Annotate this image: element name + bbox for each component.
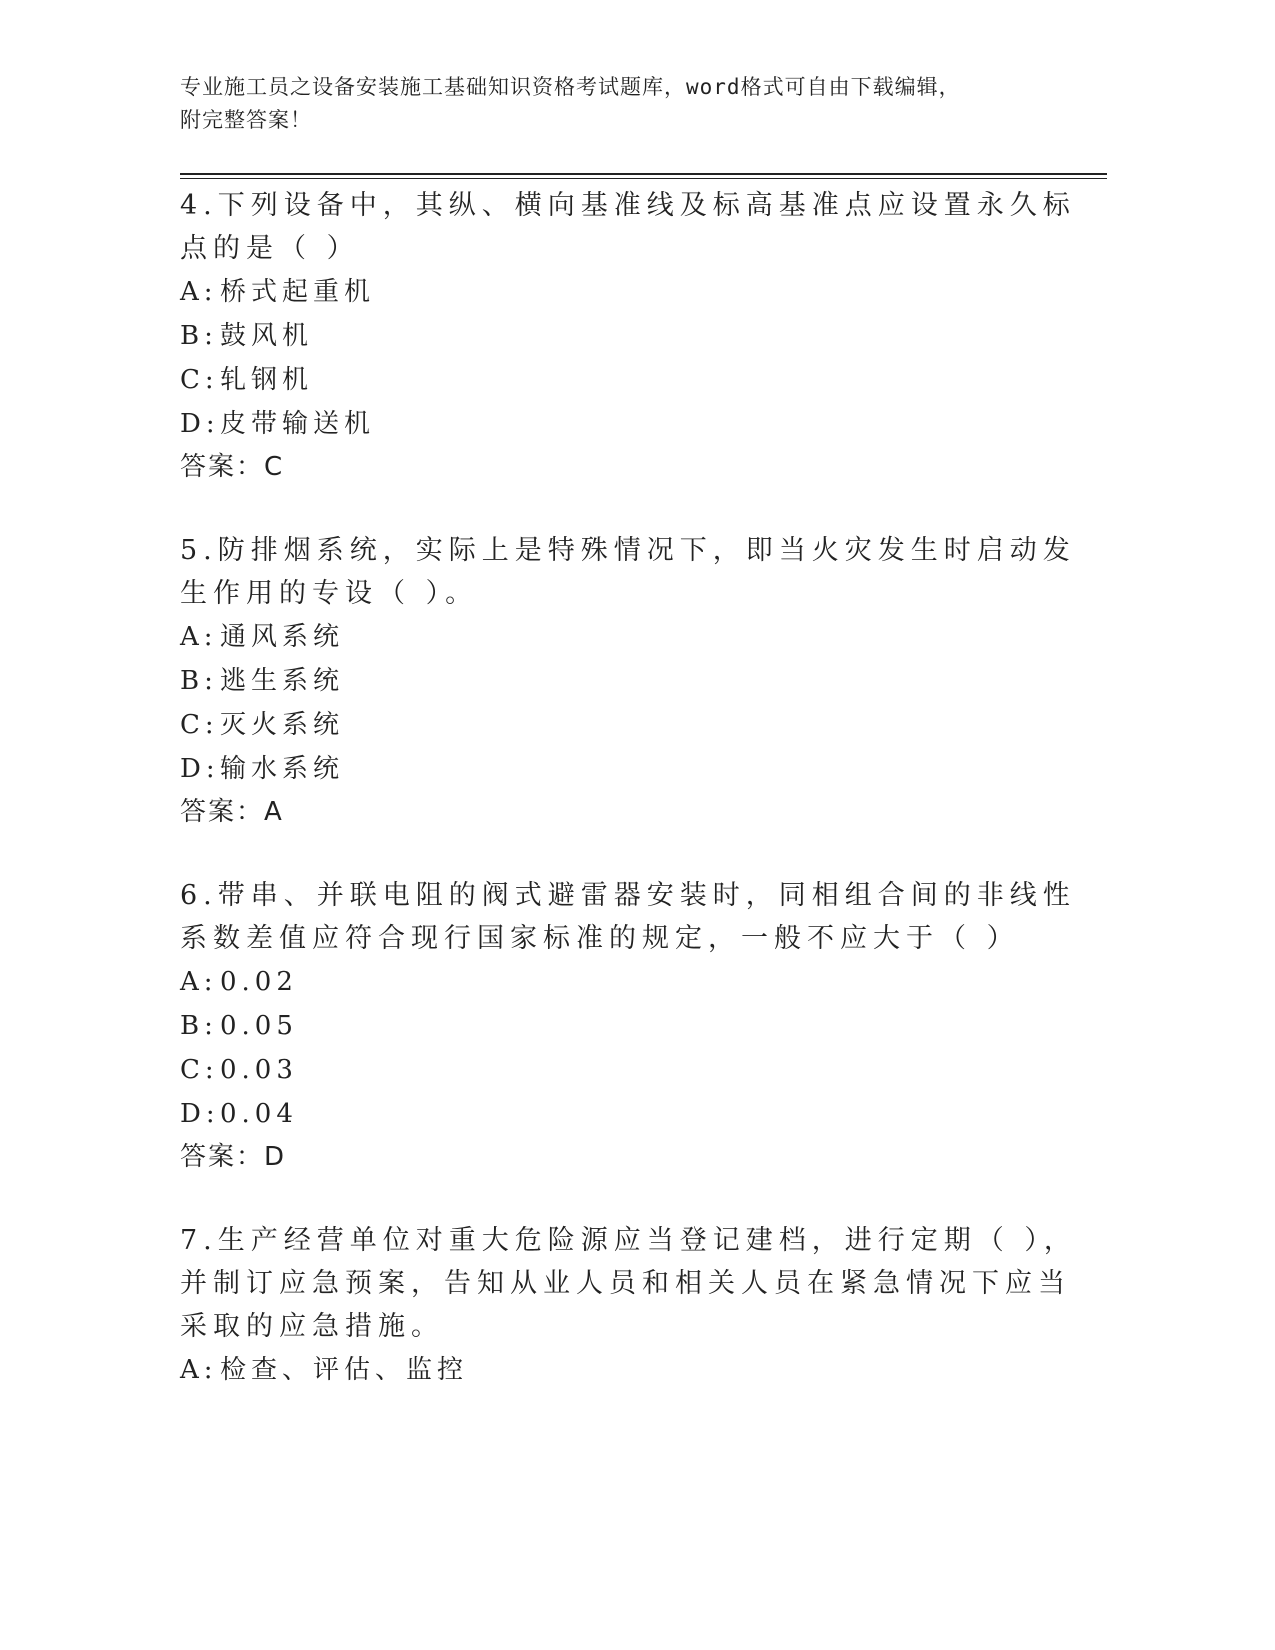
option-a xyxy=(180,1348,1080,1392)
option-b xyxy=(180,314,1080,358)
option-d xyxy=(180,747,1080,791)
option-d xyxy=(180,1092,1080,1136)
option-key: B: xyxy=(180,666,218,696)
option-text: 桥式起重机 xyxy=(220,277,376,307)
option-key: D: xyxy=(180,1099,220,1129)
option-text: 检查、评估、监控 xyxy=(220,1355,469,1385)
question-text: 5.防排烟系统，实际上是特殊情况下，即当火灾发生时启动发生作用的专设（ ）。 xyxy=(180,535,1076,609)
option-key: B: xyxy=(180,321,218,351)
question-text: 4.下列设备中，其纵、横向基准线及标高基准点应设置永久标点的是（ ） xyxy=(180,190,1076,264)
question-4 xyxy=(180,184,1080,488)
option-key: B: xyxy=(180,1011,218,1041)
option-text: 0.02 xyxy=(220,967,298,997)
option-c xyxy=(180,703,1080,747)
option-b xyxy=(180,1004,1080,1048)
option-text: 输水系统 xyxy=(220,754,345,784)
option-text: 灭火系统 xyxy=(220,710,345,740)
option-key: C: xyxy=(180,710,219,740)
header-line-1: 专业施工员之设备安装施工基础知识资格考试题库，word格式可自由下载编辑， xyxy=(180,75,961,99)
option-key: A: xyxy=(180,622,218,652)
option-text: 鼓风机 xyxy=(220,321,314,351)
option-key: D: xyxy=(180,409,220,439)
option-c xyxy=(180,1048,1080,1092)
option-key: C: xyxy=(180,1055,219,1085)
question-text: 7.生产经营单位对重大危险源应当登记建档，进行定期（ ），并制订应急预案，告知从业人员和相关人员在紧急情况下应当采取的应急措施。 xyxy=(180,1225,1077,1342)
option-key: C: xyxy=(180,365,219,395)
answer-text: 答案：D xyxy=(180,1142,287,1172)
question-5 xyxy=(180,529,1080,833)
option-key: A: xyxy=(180,277,218,307)
question-6 xyxy=(180,874,1080,1178)
option-b xyxy=(180,659,1080,703)
option-text: 轧钢机 xyxy=(220,365,314,395)
option-text: 0.04 xyxy=(220,1099,298,1129)
question-list xyxy=(180,184,1080,1433)
document-header xyxy=(180,71,1080,137)
option-key: A: xyxy=(180,1355,218,1385)
option-a xyxy=(180,960,1080,1004)
option-key: A: xyxy=(180,967,218,997)
option-text: 皮带输送机 xyxy=(220,409,376,439)
option-text: 逃生系统 xyxy=(220,666,345,696)
answer-text: 答案：C xyxy=(180,452,285,482)
option-c xyxy=(180,358,1080,402)
option-d xyxy=(180,402,1080,446)
question-text: 6.带串、并联电阻的阀式避雷器安装时，同相组合间的非线性系数差值应符合现行国家标准的规定，一般不应大于（ ） xyxy=(180,880,1076,954)
answer-text: 答案：A xyxy=(180,797,284,827)
option-text: 通风系统 xyxy=(220,622,345,652)
option-a xyxy=(180,615,1080,659)
header-divider-thin xyxy=(180,178,1107,179)
question-7 xyxy=(180,1219,1080,1392)
option-text: 0.03 xyxy=(220,1055,298,1085)
option-a xyxy=(180,270,1080,314)
header-line-2: 附完整答案！ xyxy=(180,108,312,132)
option-key: D: xyxy=(180,754,220,784)
header-divider-thick xyxy=(180,173,1107,175)
option-text: 0.05 xyxy=(220,1011,298,1041)
